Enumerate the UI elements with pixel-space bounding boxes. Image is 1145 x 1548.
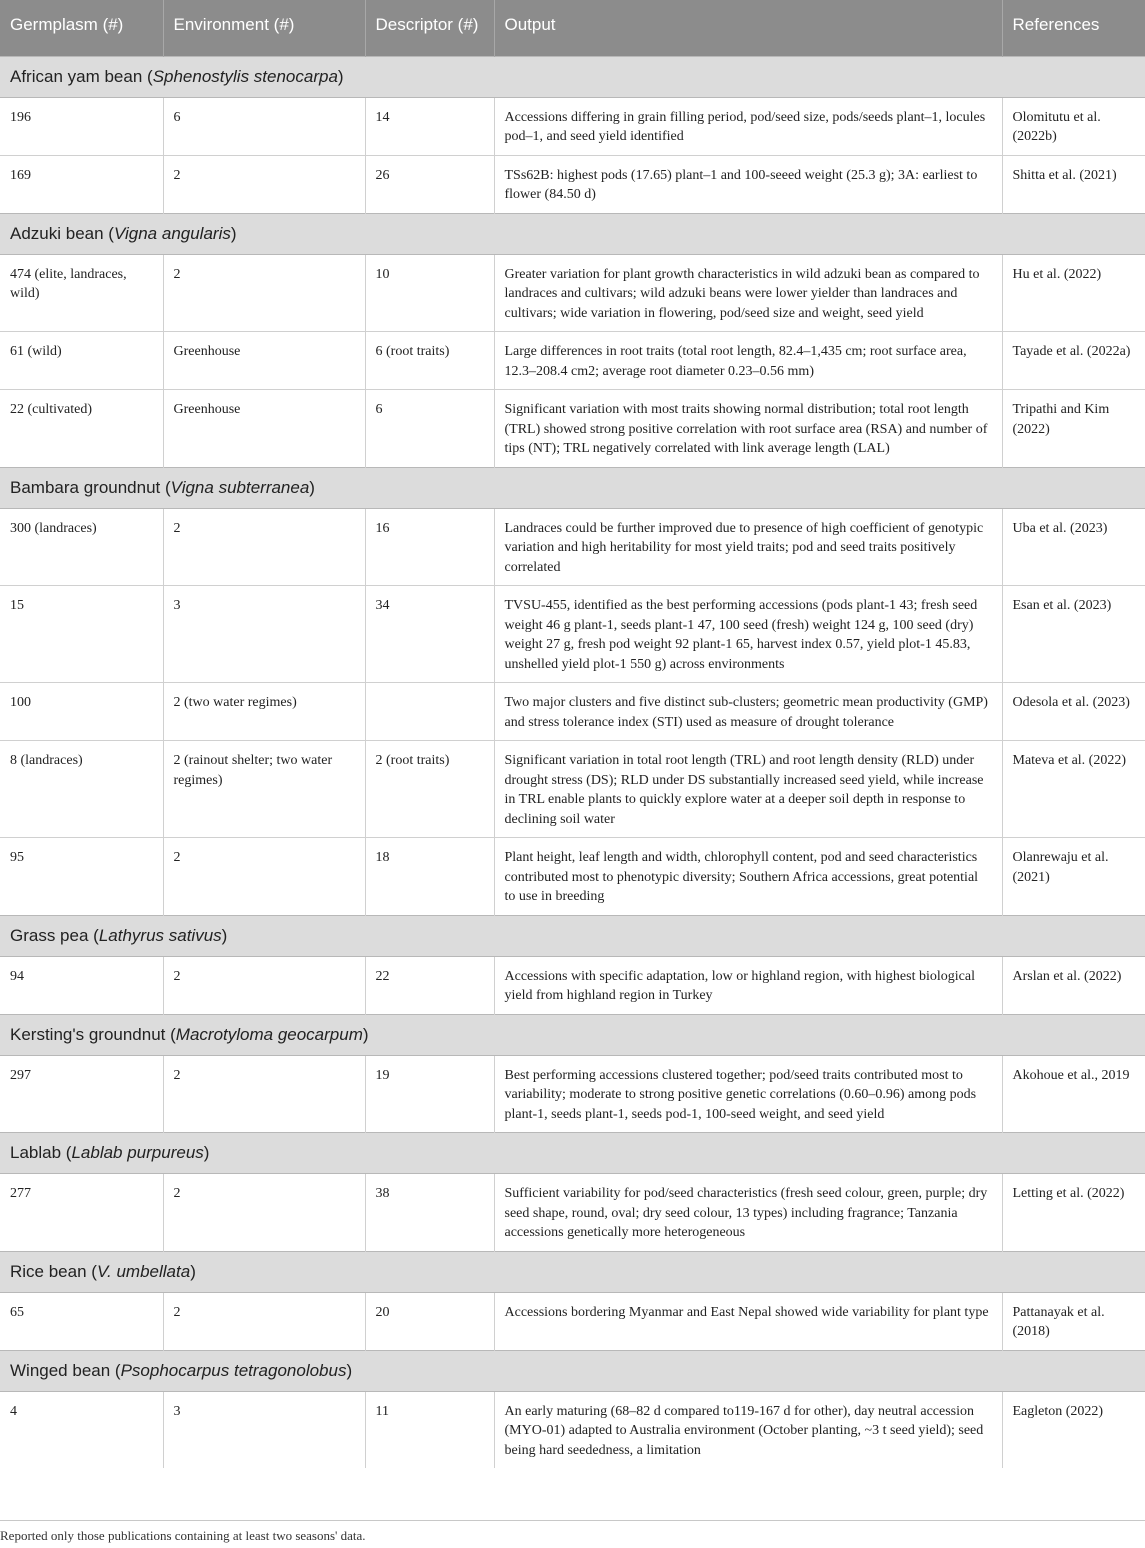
output-cell: Significant variation with most traits showing normal distribution; total root length (TRL) showed strong positive correlation with root surface area (RSA) and number of tips (NT); TRL negatively correlated with link average length (LAL) bbox=[494, 390, 1002, 468]
table-row bbox=[0, 97, 1145, 155]
crop-name: Adzuki bean bbox=[10, 223, 104, 243]
reference-cell: Arslan et al. (2022) bbox=[1002, 956, 1145, 1014]
environment-cell: 3 bbox=[163, 586, 365, 683]
crop-species: Lablab purpureus bbox=[71, 1143, 204, 1162]
germplasm-cell: 300 (landraces) bbox=[0, 508, 163, 586]
descriptor-cell: 26 bbox=[365, 155, 494, 213]
germplasm-cell: 95 bbox=[0, 838, 163, 916]
reference-cell: Uba et al. (2023) bbox=[1002, 508, 1145, 586]
header-row bbox=[0, 0, 1145, 56]
group-title: Winged bean (Psophocarpus tetragonolobus) bbox=[0, 1350, 1145, 1391]
reference-cell: Shitta et al. (2021) bbox=[1002, 155, 1145, 213]
crop-species: V. umbellata bbox=[96, 1261, 191, 1281]
table-row bbox=[0, 332, 1145, 390]
table-row bbox=[0, 1292, 1145, 1350]
environment-cell: 2 bbox=[163, 1174, 365, 1252]
table-row bbox=[0, 508, 1145, 586]
table-body bbox=[0, 56, 1145, 1468]
crop-name: Bambara groundnut bbox=[10, 477, 161, 497]
reference-cell: Odesola et al. (2023) bbox=[1002, 683, 1145, 741]
environment-cell: Greenhouse bbox=[163, 332, 365, 390]
reference-cell: Pattanayak et al. (2018) bbox=[1002, 1292, 1145, 1350]
table-row bbox=[0, 155, 1145, 213]
environment-cell: 2 bbox=[163, 508, 365, 586]
output-cell: Accessions with specific adaptation, low or highland region, with highest biological yield from highland region in Turkey bbox=[494, 956, 1002, 1014]
table-row bbox=[0, 956, 1145, 1014]
environment-cell: 2 (two water regimes) bbox=[163, 683, 365, 741]
header-descriptor: Descriptor (#) bbox=[365, 0, 494, 56]
descriptor-cell: 20 bbox=[365, 1292, 494, 1350]
environment-cell: 2 bbox=[163, 155, 365, 213]
output-cell: TSs62B: highest pods (17.65) plant–1 and 100-seeed weight (25.3 g); 3A: earliest to flower (84.50 d) bbox=[494, 155, 1002, 213]
environment-cell: 2 bbox=[163, 956, 365, 1014]
descriptor-cell: 22 bbox=[365, 956, 494, 1014]
group-row bbox=[0, 467, 1145, 508]
crop-species: Vigna subterranea bbox=[170, 477, 310, 497]
reference-cell: Olanrewaju et al. (2021) bbox=[1002, 838, 1145, 916]
reference-cell: Letting et al. (2022) bbox=[1002, 1174, 1145, 1252]
descriptor-cell: 16 bbox=[365, 508, 494, 586]
crop-species: Lathyrus sativus bbox=[98, 925, 222, 945]
group-title: Adzuki bean (Vigna angularis) bbox=[0, 213, 1145, 254]
crop-name: Winged bean bbox=[10, 1360, 111, 1380]
output-cell: An early maturing (68–82 d compared to119-167 d for other), day neutral accession (MYO-01) adapted to Australia environment (October planting, ~3 t seed yield); seed being hard seededness, a limitation bbox=[494, 1391, 1002, 1468]
table-footnote: Reported only those publications containing at least two seasons' data. bbox=[0, 1528, 366, 1543]
table-bottom-rule bbox=[0, 1520, 1145, 1521]
germplasm-cell: 169 bbox=[0, 155, 163, 213]
crop-name: Kersting's groundnut bbox=[10, 1024, 166, 1044]
germplasm-cell: 297 bbox=[0, 1055, 163, 1133]
germplasm-cell: 65 bbox=[0, 1292, 163, 1350]
table-row bbox=[0, 1391, 1145, 1468]
header-output: Output bbox=[494, 0, 1002, 56]
output-cell: Plant height, leaf length and width, chlorophyll content, pod and seed characteristics contributed most to phenotypic diversity; Southern Africa accessions, great potential to use in breeding bbox=[494, 838, 1002, 916]
output-cell: Accessions differing in grain filling period, pod/seed size, pods/seeds plant–1, locules pod–1, and seed yield identified bbox=[494, 97, 1002, 155]
group-row bbox=[0, 915, 1145, 956]
reference-cell: Mateva et al. (2022) bbox=[1002, 741, 1145, 838]
crop-species: Macrotyloma geocarpum bbox=[175, 1024, 363, 1044]
germplasm-cell: 15 bbox=[0, 586, 163, 683]
group-title: Bambara groundnut (Vigna subterranea) bbox=[0, 467, 1145, 508]
germplasm-cell: 94 bbox=[0, 956, 163, 1014]
reference-cell: Tripathi and Kim (2022) bbox=[1002, 390, 1145, 468]
reference-cell: Esan et al. (2023) bbox=[1002, 586, 1145, 683]
crop-species: Psophocarpus tetragonolobus bbox=[120, 1360, 347, 1380]
reference-cell: Hu et al. (2022) bbox=[1002, 254, 1145, 332]
table-row bbox=[0, 741, 1145, 838]
reference-cell: Tayade et al. (2022a) bbox=[1002, 332, 1145, 390]
germplasm-cell: 4 bbox=[0, 1391, 163, 1468]
group-row bbox=[0, 1133, 1145, 1174]
header-references: References bbox=[1002, 0, 1145, 56]
environment-cell: 2 bbox=[163, 254, 365, 332]
descriptor-cell bbox=[365, 683, 494, 741]
group-row bbox=[0, 56, 1145, 97]
group-title: Grass pea (Lathyrus sativus) bbox=[0, 915, 1145, 956]
environment-cell: 3 bbox=[163, 1391, 365, 1468]
output-cell: Two major clusters and five distinct sub-clusters; geometric mean productivity (GMP) and stress tolerance index (STI) used as measure of drought tolerance bbox=[494, 683, 1002, 741]
group-title: Rice bean (V. umbellata) bbox=[0, 1251, 1145, 1292]
environment-cell: 2 (rainout shelter; two water regimes) bbox=[163, 741, 365, 838]
descriptor-cell: 19 bbox=[365, 1055, 494, 1133]
environment-cell: 2 bbox=[163, 1055, 365, 1133]
output-cell: Large differences in root traits (total root length, 82.4–1,435 cm; root surface area, 12.3–208.4 cm2; average root diameter 0.23–0.56 mm) bbox=[494, 332, 1002, 390]
germplasm-cell: 8 (landraces) bbox=[0, 741, 163, 838]
output-cell: Greater variation for plant growth characteristics in wild adzuki bean as compared to landraces and cultivars; wild adzuki beans were lower yielder than landraces and cultivars; wide variation in flowering, pod/seed size and weight, seed yield bbox=[494, 254, 1002, 332]
environment-cell: 6 bbox=[163, 97, 365, 155]
output-cell: Significant variation in total root length (TRL) and root length density (RLD) under drought stress (DS); RLD under DS substantially increased seed yield, while increase in TRL enable plants to quickly explore water at a deeper soil depth in response to declining soil water bbox=[494, 741, 1002, 838]
crop-name: Grass pea bbox=[10, 925, 89, 945]
reference-cell: Akohoue et al., 2019 bbox=[1002, 1055, 1145, 1133]
crop-name: Rice bean bbox=[10, 1261, 87, 1281]
descriptor-cell: 11 bbox=[365, 1391, 494, 1468]
table-row bbox=[0, 1055, 1145, 1133]
germplasm-cell: 196 bbox=[0, 97, 163, 155]
group-title: African yam bean (Sphenostylis stenocarpa) bbox=[0, 56, 1145, 97]
reference-cell: Eagleton (2022) bbox=[1002, 1391, 1145, 1468]
environment-cell: 2 bbox=[163, 838, 365, 916]
germplasm-cell: 61 (wild) bbox=[0, 332, 163, 390]
reference-cell: Olomitutu et al. (2022b) bbox=[1002, 97, 1145, 155]
crop-species: Sphenostylis stenocarpa bbox=[152, 66, 338, 86]
header-germplasm: Germplasm (#) bbox=[0, 0, 163, 56]
crop-species: Vigna angularis bbox=[113, 223, 231, 243]
group-title: Lablab (Lablab purpureus) bbox=[0, 1133, 1145, 1174]
table-row bbox=[0, 586, 1145, 683]
germplasm-cell: 474 (elite, landraces, wild) bbox=[0, 254, 163, 332]
germplasm-cell: 22 (cultivated) bbox=[0, 390, 163, 468]
group-row bbox=[0, 1014, 1145, 1055]
group-row bbox=[0, 213, 1145, 254]
table-row bbox=[0, 1174, 1145, 1252]
crop-name: African yam bean bbox=[10, 66, 143, 86]
output-cell: Accessions bordering Myanmar and East Nepal showed wide variability for plant type bbox=[494, 1292, 1002, 1350]
descriptor-cell: 2 (root traits) bbox=[365, 741, 494, 838]
table-row bbox=[0, 254, 1145, 332]
germplasm-cell: 277 bbox=[0, 1174, 163, 1252]
environment-cell: 2 bbox=[163, 1292, 365, 1350]
descriptor-cell: 14 bbox=[365, 97, 494, 155]
group-title: Kersting's groundnut (Macrotyloma geocarpum) bbox=[0, 1014, 1145, 1055]
descriptor-cell: 10 bbox=[365, 254, 494, 332]
group-row bbox=[0, 1350, 1145, 1391]
table-row bbox=[0, 838, 1145, 916]
environment-cell: Greenhouse bbox=[163, 390, 365, 468]
header-environment: Environment (#) bbox=[163, 0, 365, 56]
output-cell: TVSU-455, identified as the best performing accessions (pods plant-1 43; fresh seed weight 46 g plant-1, seeds plant-1 47, 100 seed (fresh) weight 124 g, 100 seed (dry) weight 27 g, fresh pod weight 92 plant-1 65, harvest index 0.57, yield plot-1 45.83, unshelled yield plot-1 550 g) across environments bbox=[494, 586, 1002, 683]
germplasm-cell: 100 bbox=[0, 683, 163, 741]
output-cell: Sufficient variability for pod/seed characteristics (fresh seed colour, green, purple; dry seed shape, round, oval; dry seed colour, 13 types) including fragrance; Tanzania accessions genetically more heterogeneous bbox=[494, 1174, 1002, 1252]
descriptor-cell: 38 bbox=[365, 1174, 494, 1252]
descriptor-cell: 34 bbox=[365, 586, 494, 683]
table-row bbox=[0, 390, 1145, 468]
descriptor-cell: 18 bbox=[365, 838, 494, 916]
descriptor-cell: 6 (root traits) bbox=[365, 332, 494, 390]
descriptor-cell: 6 bbox=[365, 390, 494, 468]
output-cell: Landraces could be further improved due to presence of high coefficient of genotypic variation and high heritability for most yield traits; pod and seed traits positively correlated bbox=[494, 508, 1002, 586]
output-cell: Best performing accessions clustered together; pod/seed traits contributed most to variability; moderate to strong positive genetic correlations (0.60–0.96) among pods plant-1, seeds plant-1, seeds pod-1, 100-seed weight, and seed yield bbox=[494, 1055, 1002, 1133]
group-row bbox=[0, 1251, 1145, 1292]
crop-name: Lablab bbox=[10, 1143, 62, 1162]
table-row bbox=[0, 683, 1145, 741]
